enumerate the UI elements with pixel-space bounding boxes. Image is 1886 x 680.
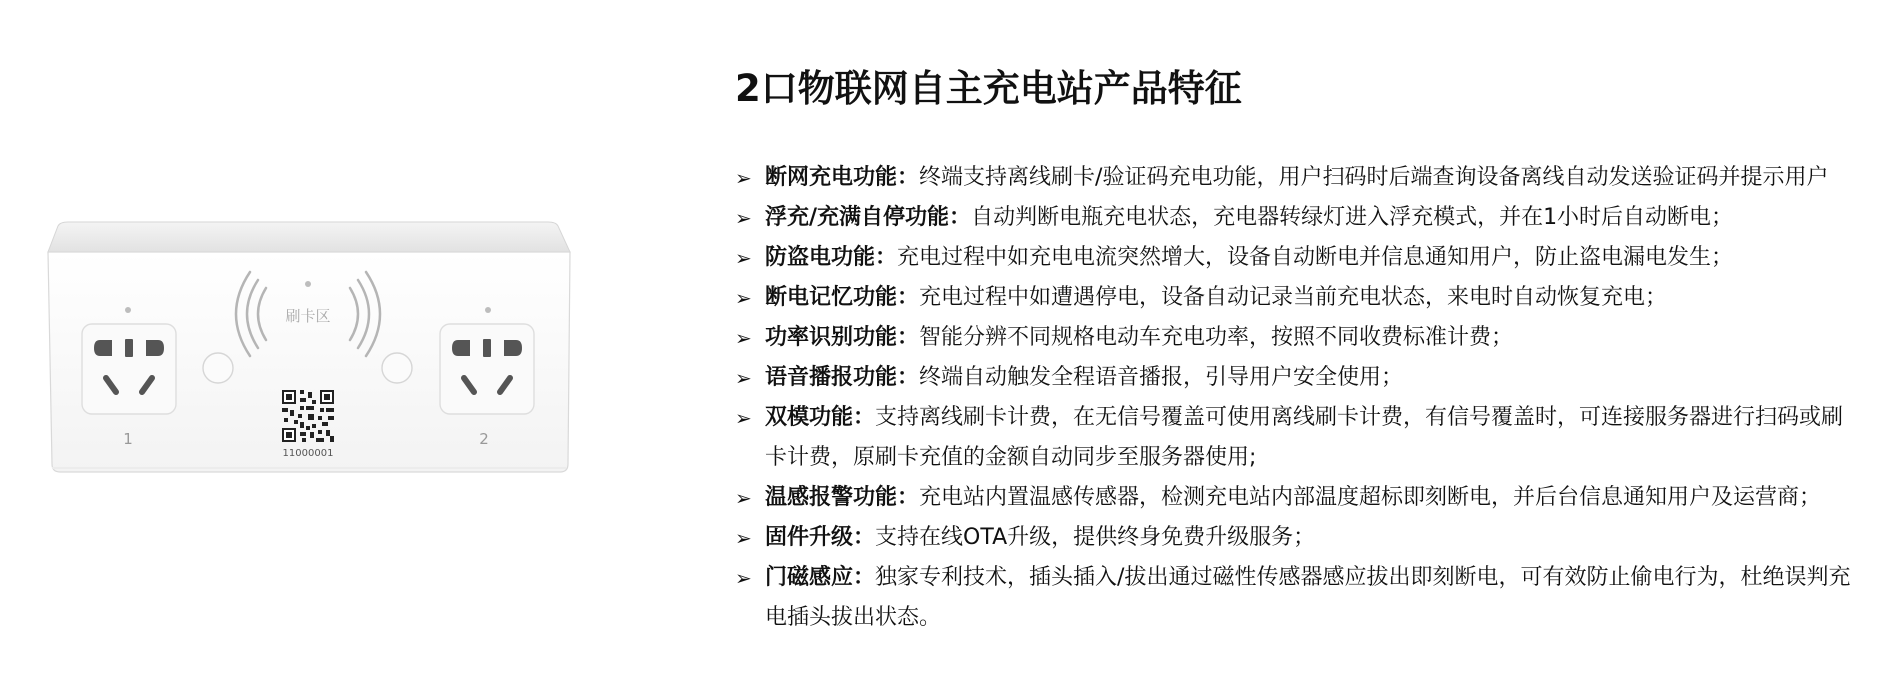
feature-item (735, 198, 1865, 238)
feature-description: 充电站内置温感传感器，检测充电站内部温度超标即刻断电，并后台信息通知用户及运营商； (919, 485, 1822, 510)
arrow-bullet-icon: ➢ (735, 526, 752, 550)
feature-item (735, 318, 1865, 358)
feature-list (735, 158, 1865, 638)
outlet-2-number: 2 (479, 430, 489, 448)
feature-item (735, 398, 1865, 478)
outlet-1-number: 1 (123, 430, 133, 448)
feature-label: 固件升级 (765, 525, 854, 550)
feature-item (735, 358, 1865, 398)
arrow-bullet-icon: ➢ (735, 486, 752, 510)
feature-label: 防盗电功能 (765, 245, 876, 270)
arrow-bullet-icon: ➢ (735, 366, 752, 390)
feature-colon: ： (897, 165, 920, 190)
arrow-bullet-icon: ➢ (735, 166, 752, 190)
feature-item (735, 518, 1865, 558)
round-button-right (382, 353, 412, 383)
feature-colon: ： (897, 485, 920, 510)
feature-description: 独家专利技术，插头插入/拔出通过磁性传感器感应拔出即刻断电，可有效防止偷电行为，杜绝误判充电插头拔出状态。 (765, 565, 1851, 630)
arrow-bullet-icon: ➢ (735, 406, 752, 430)
feature-item (735, 478, 1865, 518)
feature-colon: ： (853, 525, 876, 550)
feature-description: 充电过程中如遭遇停电，设备自动记录当前充电状态，来电时自动恢复充电； (919, 285, 1668, 310)
arrow-bullet-icon: ➢ (735, 326, 752, 350)
feature-label: 浮充/充满自停功能 (765, 205, 950, 230)
outlet-2 (440, 324, 534, 414)
feature-item (735, 238, 1865, 278)
feature-item (735, 558, 1865, 638)
feature-colon: ： (875, 245, 898, 270)
feature-label: 门磁感应 (765, 565, 854, 590)
charging-station-image (44, 218, 572, 476)
feature-colon: ： (897, 325, 920, 350)
feature-description: 终端支持离线刷卡/验证码充电功能，用户扫码时后端查询设备离线自动发送验证码并提示用户 (919, 165, 1829, 190)
arrow-bullet-icon: ➢ (735, 286, 752, 310)
feature-colon: ： (897, 365, 920, 390)
card-zone-label: 刷卡区 (285, 307, 331, 325)
indicator-light-1 (125, 307, 131, 313)
feature-label: 双模功能 (765, 405, 854, 430)
outlet-1 (82, 324, 176, 414)
feature-label: 断网充电功能 (765, 165, 898, 190)
feature-description: 终端自动触发全程语音播报，引导用户安全使用； (919, 365, 1404, 390)
feature-item (735, 158, 1865, 198)
arrow-bullet-icon: ➢ (735, 246, 752, 270)
indicator-light-center (305, 281, 311, 287)
page-title: 2口物联网自主充电站产品特征 (735, 67, 1242, 110)
device-id: 11000001 (282, 448, 334, 459)
arrow-bullet-icon: ➢ (735, 566, 752, 590)
feature-colon: ： (949, 205, 972, 230)
feature-label: 功率识别功能 (765, 325, 898, 350)
round-button-left (203, 353, 233, 383)
feature-description: 充电过程中如充电电流突然增大，设备自动断电并信息通知用户，防止盗电漏电发生； (897, 245, 1734, 270)
feature-description: 支持在线OTA升级，提供终身免费升级服务； (875, 525, 1316, 550)
feature-description: 智能分辨不同规格电动车充电功率，按照不同收费标准计费； (919, 325, 1514, 350)
indicator-light-2 (485, 307, 491, 313)
feature-label: 断电记忆功能 (765, 285, 898, 310)
feature-colon: ： (853, 565, 876, 590)
feature-label: 温感报警功能 (765, 485, 898, 510)
feature-colon: ： (853, 405, 876, 430)
feature-description: 自动判断电瓶充电状态，充电器转绿灯进入浮充模式，并在1小时后自动断电； (971, 205, 1734, 230)
feature-description: 支持离线刷卡计费，在无信号覆盖可使用离线刷卡计费，有信号覆盖时，可连接服务器进行扫码或刷卡计费，原刷卡充值的金额自动同步至服务器使用; (765, 405, 1844, 470)
feature-item (735, 278, 1865, 318)
feature-colon: ： (897, 285, 920, 310)
arrow-bullet-icon: ➢ (735, 206, 752, 230)
feature-label: 语音播报功能 (765, 365, 898, 390)
